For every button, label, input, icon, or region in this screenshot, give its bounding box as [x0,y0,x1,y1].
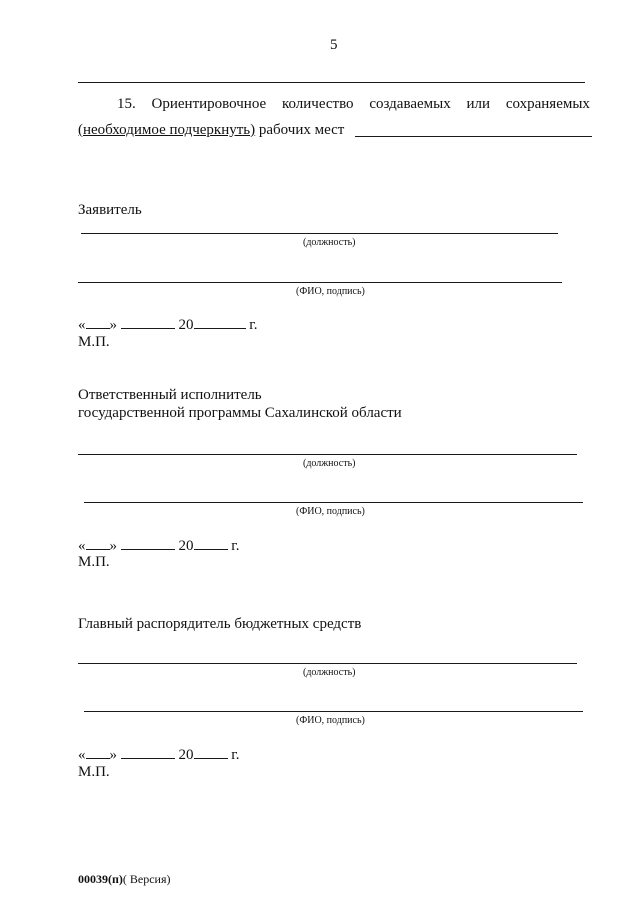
applicant-stamp: М.П. [78,334,110,350]
date-day-field[interactable] [86,316,110,329]
underline-instruction: (необходимое подчеркнуть) [78,122,256,138]
date-century: 20 [178,317,194,333]
executor-title-line2: государственной программы Сахалинской области [78,405,402,421]
date-year-field[interactable] [194,746,228,759]
manager-date-line [78,746,239,764]
date-close-quote: » [109,317,117,333]
top-rule [78,82,585,83]
date-open-quote: « [78,538,86,554]
manager-position-caption: (должность) [303,667,356,678]
date-day-field[interactable] [86,537,110,550]
applicant-position-caption: (должность) [303,237,356,248]
jobs-count-field[interactable] [355,136,592,137]
executor-title-line1: Ответственный исполнитель [78,387,262,403]
date-close-quote: » [109,747,117,763]
applicant-date-line [78,316,257,334]
executor-position-field[interactable] [78,454,577,455]
document-footer [78,872,171,887]
date-close-quote: » [109,538,117,554]
manager-stamp: М.П. [78,764,110,780]
date-century: 20 [178,538,194,554]
item-15-word: сохраняемых [505,96,590,112]
date-open-quote: « [78,747,86,763]
item-15-tail: рабочих мест [258,122,345,138]
date-century: 20 [178,747,194,763]
date-year-suffix: г. [231,538,240,554]
manager-name-caption: (ФИО, подпись) [296,715,365,726]
item-15-word: количество [281,96,354,112]
manager-title: Главный распорядитель бюджетных средств [78,616,362,632]
date-day-field[interactable] [86,746,110,759]
date-year-suffix: г. [249,317,258,333]
executor-name-field[interactable] [84,502,583,503]
applicant-name-field[interactable] [78,282,562,283]
item-15-first-line [117,95,590,113]
date-year-field[interactable] [194,316,246,329]
applicant-position-field[interactable] [81,233,558,234]
item-15-word: Ориентировочное [151,96,267,112]
date-year-suffix: г. [231,747,240,763]
applicant-name-caption: (ФИО, подпись) [296,286,365,297]
executor-name-caption: (ФИО, подпись) [296,506,365,517]
date-open-quote: « [78,317,86,333]
document-version: ( Версия) [122,872,171,886]
item-15-number: 15. [117,96,136,112]
item-15-second-line [78,121,344,139]
date-month-field[interactable] [121,537,175,550]
item-15-word: создаваемых [369,96,451,112]
document-code: 00039(п) [78,872,123,886]
item-15-word: или [466,96,491,112]
page-number: 5 [330,37,338,53]
executor-position-caption: (должность) [303,458,356,469]
executor-stamp: М.П. [78,554,110,570]
manager-position-field[interactable] [78,663,577,664]
date-month-field[interactable] [121,746,175,759]
date-year-field[interactable] [194,537,228,550]
applicant-title: Заявитель [78,202,142,218]
date-month-field[interactable] [121,316,175,329]
manager-name-field[interactable] [84,711,583,712]
